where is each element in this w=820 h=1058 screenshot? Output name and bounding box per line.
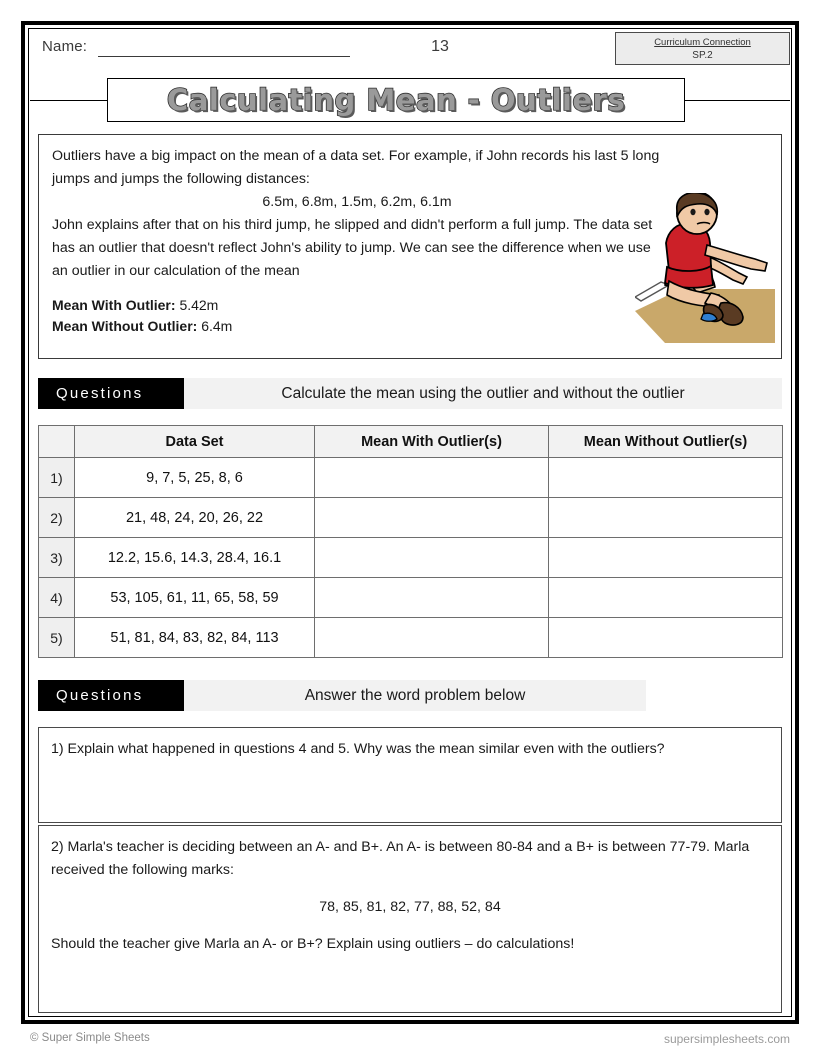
- questions-description-1: Calculate the mean using the outlier and without the outlier: [184, 378, 782, 409]
- row-data-set: 9, 7, 5, 25, 8, 6: [75, 458, 315, 498]
- row-mean-with-outliers-input[interactable]: [315, 498, 549, 538]
- row-number: 4): [39, 578, 75, 618]
- row-number: 2): [39, 498, 75, 538]
- word-problem-1-question: 1) Explain what happened in questions 4 and 5. Why was the mean similar even with the outliers?: [51, 741, 665, 757]
- questions-description-2: Answer the word problem below: [184, 680, 646, 711]
- table-row: [39, 538, 783, 578]
- word-problem-1-text-block: [39, 728, 781, 761]
- worksheet-header: [30, 30, 790, 70]
- name-label: Name:: [42, 38, 88, 55]
- intro-paragraph-2: John explains after that on his third jump, he slipped and didn't perform a full jump. The data set has an outlier that doesn't reflect John's ability to jump. We can see the difference when we use an outlier in our calculation of the mean: [52, 217, 653, 279]
- row-data-set: 51, 81, 84, 83, 82, 84, 113: [75, 618, 315, 658]
- mean-without-outlier-value: 6.4m: [201, 318, 233, 334]
- mean-without-outlier-label: Mean Without Outlier:: [52, 318, 198, 334]
- mean-with-outlier-label: Mean With Outlier:: [52, 297, 176, 313]
- mean-with-outlier-line: [52, 295, 232, 316]
- page-title: Calculating Mean - Outliers: [166, 83, 626, 117]
- worksheet-title-box: [107, 78, 685, 122]
- table-header-row: [39, 426, 783, 458]
- questions-label-2: Questions: [38, 680, 184, 711]
- row-number: 1): [39, 458, 75, 498]
- column-header-mean-with-outliers: Mean With Outlier(s): [315, 426, 549, 458]
- row-mean-with-outliers-input[interactable]: [315, 578, 549, 618]
- table-row: [39, 578, 783, 618]
- intro-distances: 6.5m, 6.8m, 1.5m, 6.2m, 6.1m: [262, 194, 452, 210]
- questions-bar-1: [38, 378, 782, 409]
- word-problem-2-box[interactable]: [38, 825, 782, 1013]
- row-mean-with-outliers-input[interactable]: [315, 618, 549, 658]
- questions-label-1: Questions: [38, 378, 184, 409]
- word-problem-2-text-block: [39, 826, 781, 956]
- mean-outliers-table: [38, 425, 783, 658]
- word-problem-2-question-part-1: 2) Marla's teacher is deciding between an A- and B+. An A- is between 80-84 and a B+ is between 77-79. Marla received the following marks:: [51, 839, 750, 878]
- row-number: 3): [39, 538, 75, 578]
- row-mean-without-outliers-input[interactable]: [549, 498, 783, 538]
- row-mean-with-outliers-input[interactable]: [315, 538, 549, 578]
- curriculum-connection-code: SP.2: [692, 50, 713, 61]
- table-row: [39, 458, 783, 498]
- row-mean-with-outliers-input[interactable]: [315, 458, 549, 498]
- row-data-set: 53, 105, 61, 11, 65, 58, 59: [75, 578, 315, 618]
- name-write-line[interactable]: [98, 56, 350, 57]
- page-number: 13: [431, 38, 449, 55]
- table-row: [39, 498, 783, 538]
- intro-text-block: [52, 145, 662, 283]
- intro-paragraph-1: Outliers have a big impact on the mean of a data set. For example, if John records his last 5 long jumps and jumps the following distances:: [52, 148, 660, 187]
- column-header-data-set: Data Set: [75, 426, 315, 458]
- row-mean-without-outliers-input[interactable]: [549, 458, 783, 498]
- row-number: 5): [39, 618, 75, 658]
- long-jumper-illustration: [635, 193, 775, 348]
- footer-website: supersimplesheets.com: [663, 1032, 790, 1046]
- curriculum-connection-badge: [615, 32, 790, 65]
- row-mean-without-outliers-input[interactable]: [549, 578, 783, 618]
- footer-copyright: © Super Simple Sheets: [30, 1032, 150, 1044]
- row-mean-without-outliers-input[interactable]: [549, 538, 783, 578]
- mean-summary-block: [52, 295, 232, 337]
- word-problem-2-question-part-2: Should the teacher give Marla an A- or B+? Explain using outliers – do calculations!: [51, 936, 575, 952]
- row-mean-without-outliers-input[interactable]: [549, 618, 783, 658]
- intro-explanation-box: [38, 134, 782, 359]
- row-data-set: 12.2, 15.6, 14.3, 28.4, 16.1: [75, 538, 315, 578]
- mean-with-outlier-value: 5.42m: [179, 297, 219, 313]
- row-data-set: 21, 48, 24, 20, 26, 22: [75, 498, 315, 538]
- column-header-number: [39, 426, 75, 458]
- word-problem-2-marks: 78, 85, 81, 82, 77, 88, 52, 84: [319, 899, 501, 915]
- table-row: [39, 618, 783, 658]
- curriculum-connection-title: Curriculum Connection: [654, 37, 751, 48]
- word-problem-1-box[interactable]: [38, 727, 782, 823]
- questions-bar-2: [38, 680, 646, 711]
- mean-without-outlier-line: [52, 316, 232, 337]
- column-header-mean-without-outliers: Mean Without Outlier(s): [549, 426, 783, 458]
